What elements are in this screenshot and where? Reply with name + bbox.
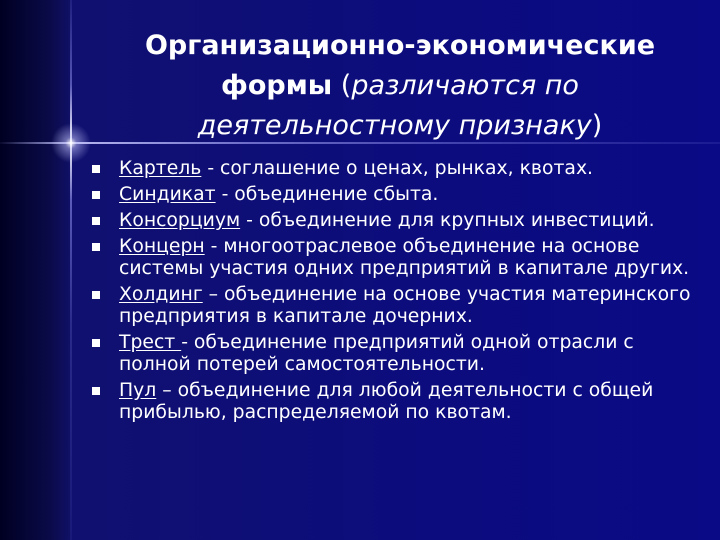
bullet-square-icon: [92, 217, 100, 225]
definition-concern: - многоотраслевое объединение на основе системы участия одних предприятий в капитале других.: [119, 236, 690, 279]
title-italic-2: деятельностному признаку: [197, 110, 592, 141]
definition-cartel: - соглашение о ценах, рынках, квотах.: [201, 158, 594, 179]
list-item-trust: [92, 332, 692, 376]
term-trust: Трест: [119, 332, 182, 353]
list-item-pool: [92, 380, 692, 424]
list-item-consortium: [92, 210, 692, 232]
bullet-square-icon: [92, 339, 100, 347]
left-band: [0, 0, 70, 540]
definition-syndicate: - объединение сбыта.: [215, 184, 439, 205]
definition-holding: – объединение на основе участия материнского предприятия в капитале дочерних.: [119, 284, 691, 327]
definition-trust: - объединение предприятий одной отрасли с полной потерей самостоятельности.: [119, 332, 634, 375]
bullet-square-icon: [92, 387, 100, 395]
list-item-holding: [92, 284, 692, 328]
list-item-syndicate: [92, 184, 692, 206]
term-cartel: Картель: [119, 158, 202, 179]
term-consortium: Консорциум: [119, 210, 241, 231]
title-line-1: Организационно-экономические: [144, 30, 656, 61]
definitions-list: [92, 158, 692, 428]
term-holding: Холдинг: [119, 284, 203, 305]
bullet-square-icon: [92, 165, 100, 173]
bullet-square-icon: [92, 191, 100, 199]
definition-consortium: - объединение для крупных инвестиций.: [240, 210, 655, 231]
bullet-square-icon: [92, 291, 100, 299]
list-item-concern: [92, 236, 692, 280]
term-syndicate: Синдикат: [119, 184, 216, 205]
title-paren-close: ): [591, 110, 603, 141]
term-concern: Концерн: [119, 236, 205, 257]
bullet-square-icon: [92, 243, 100, 251]
term-pool: Пул: [119, 380, 157, 401]
list-item-cartel: [92, 158, 692, 180]
vertical-accent-line: [70, 0, 72, 540]
title-word-forms: формы: [221, 70, 333, 101]
title-paren-open: (: [332, 70, 352, 101]
title-italic-1: различаются по: [351, 70, 579, 101]
definition-pool: – объединение для любой деятельности с общей прибылью, распределяемой по квотам.: [119, 380, 654, 423]
slide-title: [80, 26, 720, 146]
